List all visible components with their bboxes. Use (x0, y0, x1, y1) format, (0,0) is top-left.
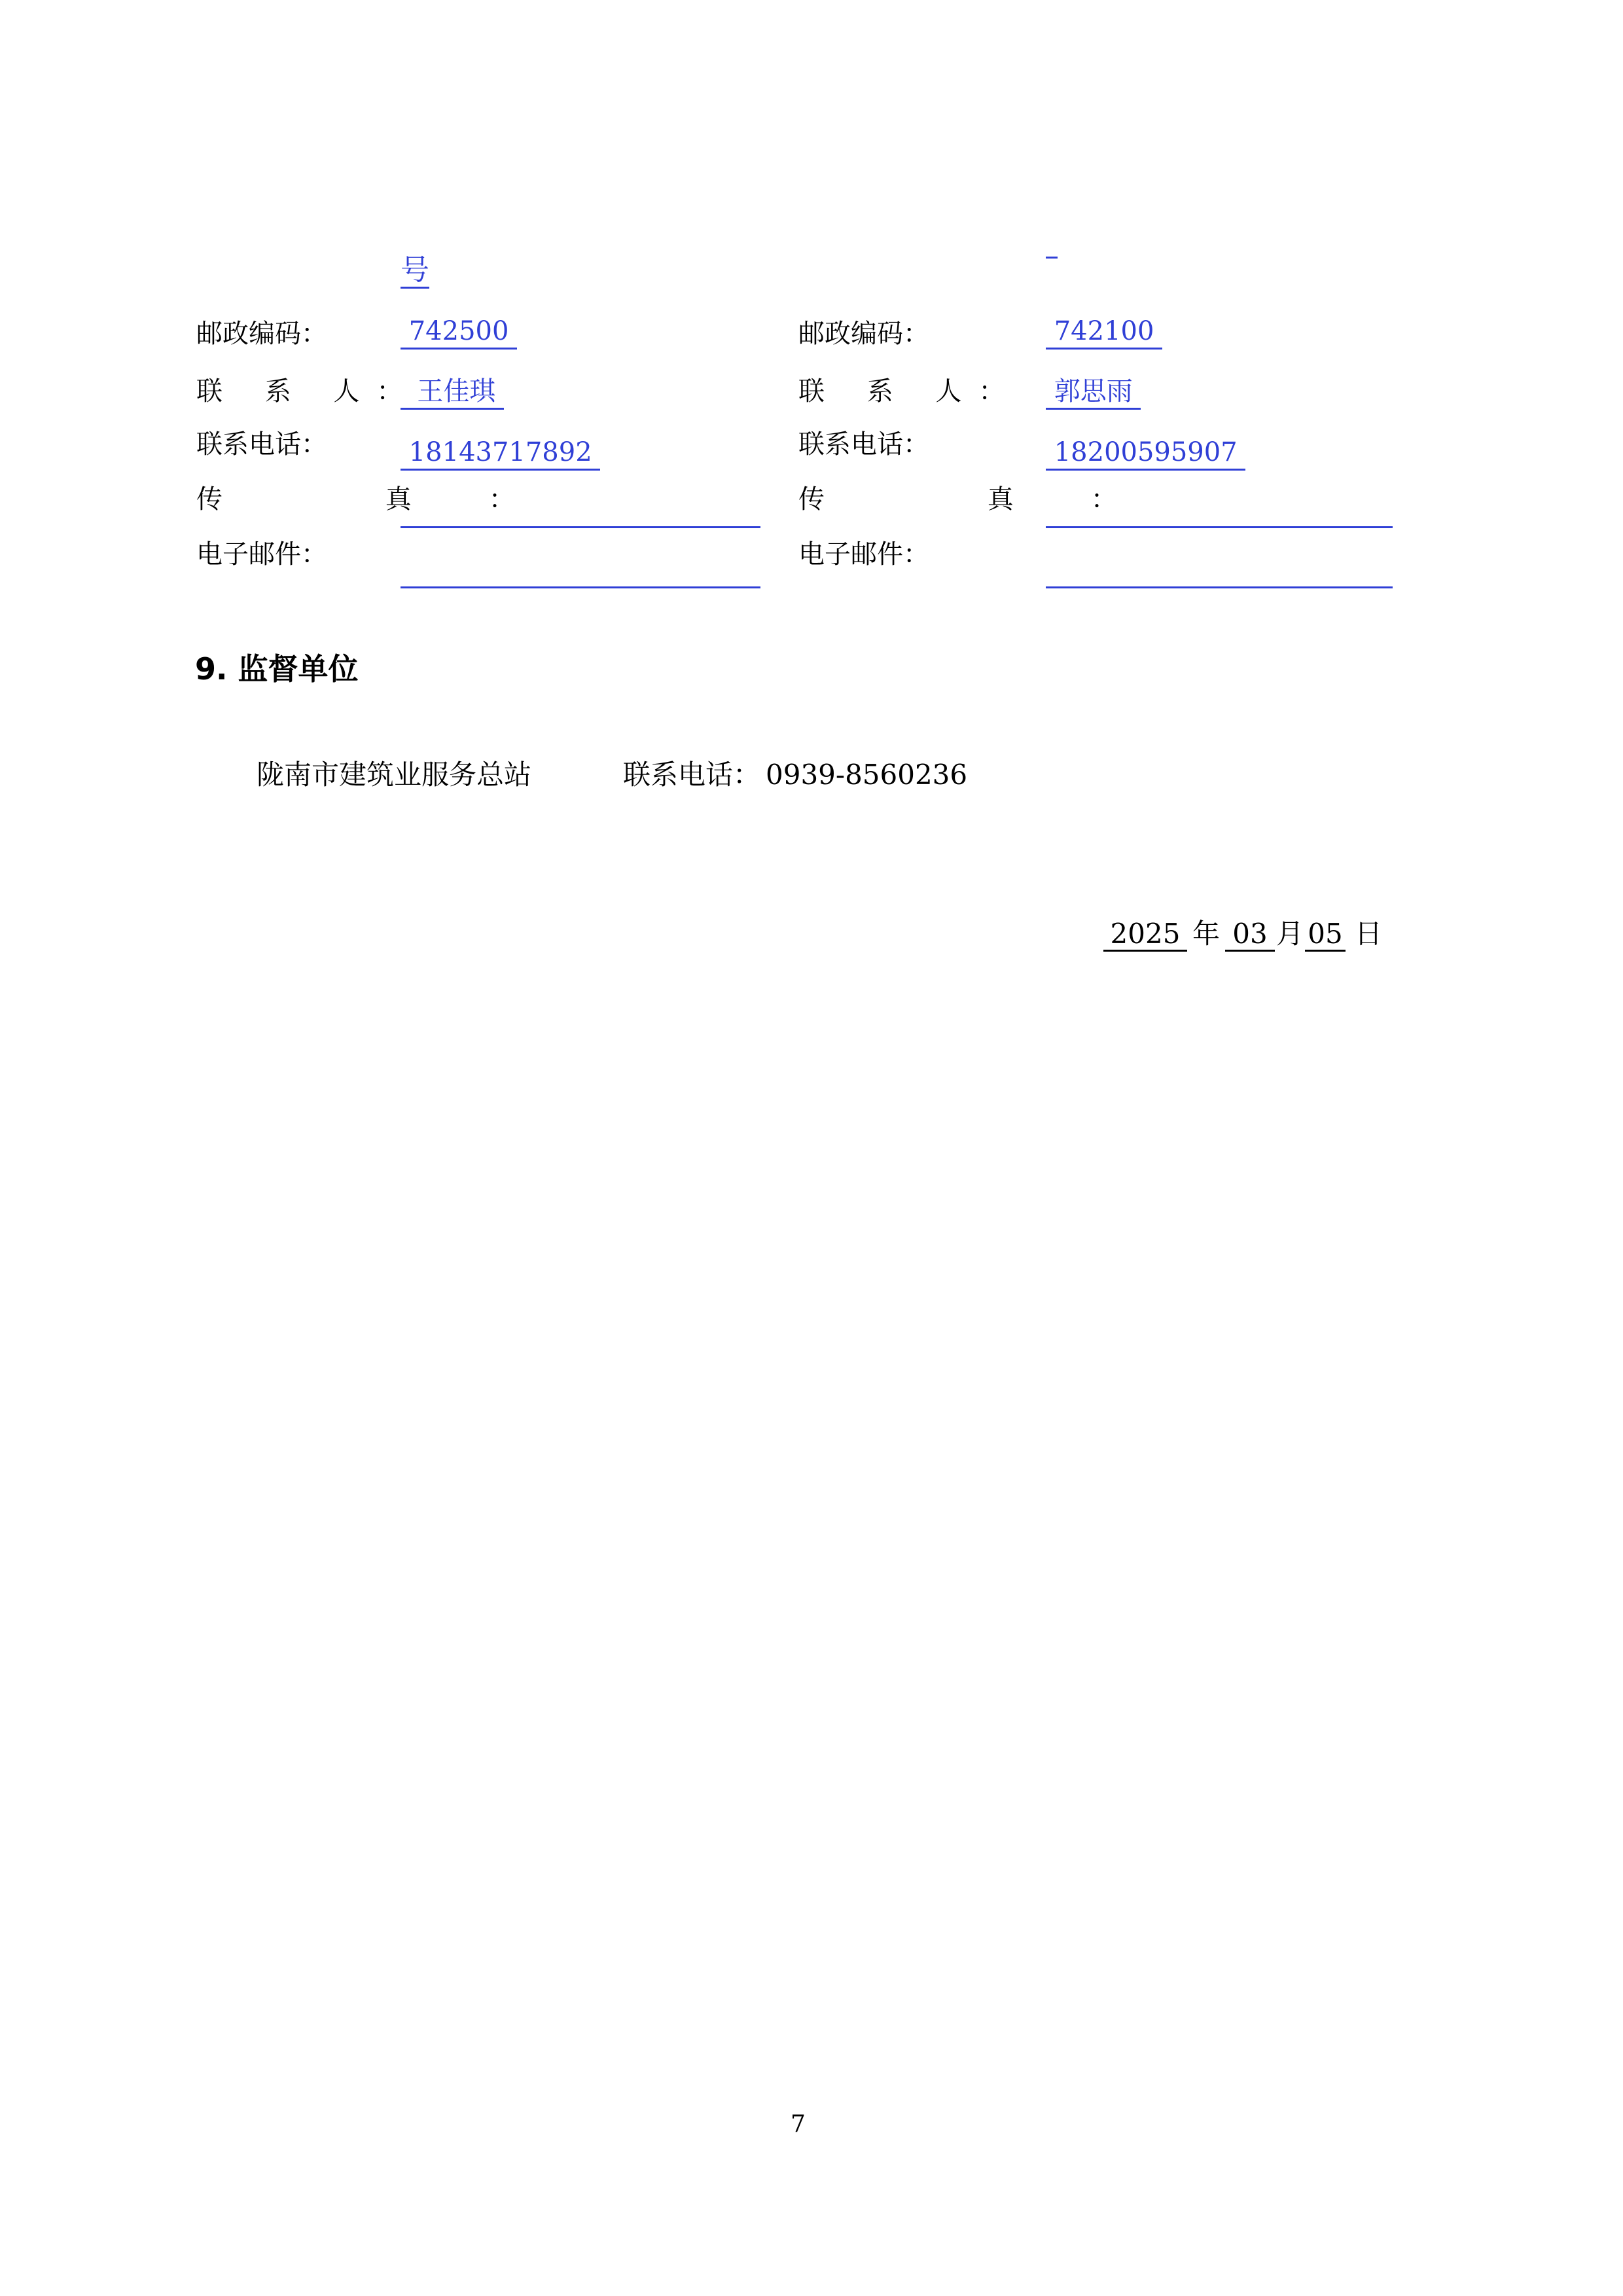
right-address-tail (1046, 255, 1058, 259)
date-month-suffix: 月 (1276, 918, 1304, 950)
left-fax-blank (401, 526, 760, 528)
left-address-tail: 号 (401, 255, 429, 289)
supervisor-org: 陇南市建筑业服务总站 (257, 759, 532, 791)
right-postal-label: 邮政编码： (798, 319, 929, 349)
date-month: 03 (1225, 918, 1275, 952)
right-postal-value: 742100 (1046, 316, 1162, 350)
date-year: 2025 (1103, 918, 1187, 952)
left-contact-label: 联 系 人： (196, 376, 420, 406)
left-fax-label: 传 真： (196, 484, 592, 514)
right-fax-label: 传 真： (798, 484, 1194, 514)
left-postal-label: 邮政编码： (196, 319, 327, 349)
section-heading: 9. 监督单位 (195, 651, 359, 687)
left-contact-value: 王佳琪 (401, 376, 504, 410)
right-fax-blank (1046, 526, 1393, 528)
left-postal-value: 742500 (401, 316, 517, 350)
date-line (1103, 918, 1382, 952)
date-day-suffix: 日 (1355, 918, 1383, 950)
left-email-blank (401, 586, 760, 588)
right-phone-label: 联系电话： (798, 429, 929, 459)
right-phone-value: 18200595907 (1046, 437, 1245, 471)
page-number: 7 (791, 2111, 806, 2138)
supervisor-phone-label: 联系电话： (623, 759, 761, 791)
date-year-suffix: 年 (1192, 918, 1221, 950)
right-contact-value: 郭思雨 (1046, 376, 1141, 410)
supervisor-phone-value: 0939-8560236 (766, 759, 968, 791)
date-day: 05 (1305, 918, 1346, 952)
right-contact-label: 联 系 人： (798, 376, 1022, 406)
left-phone-value: 18143717892 (401, 437, 600, 471)
left-phone-label: 联系电话： (196, 429, 327, 459)
left-email-label: 电子邮件： (196, 539, 327, 569)
right-email-blank (1046, 586, 1393, 588)
right-email-label: 电子邮件： (798, 539, 929, 569)
